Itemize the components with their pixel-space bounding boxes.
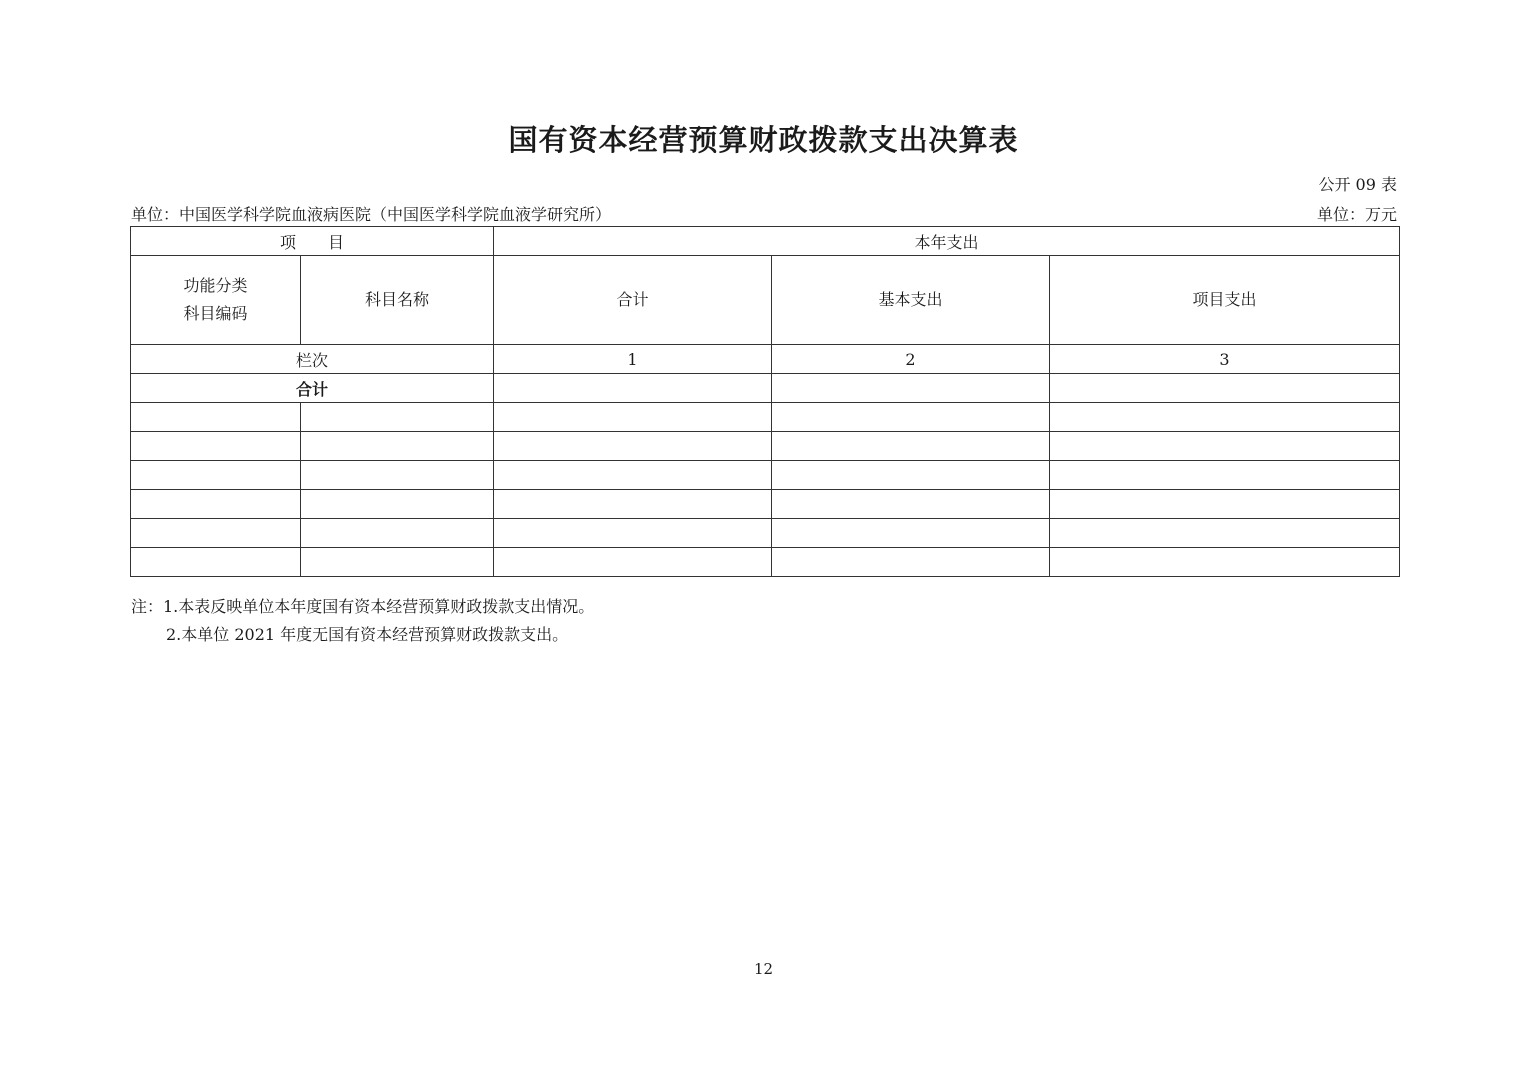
table-cell [772, 403, 1050, 432]
note-1: 注：1.本表反映单位本年度国有资本经营预算财政拨款支出情况。 [131, 597, 595, 616]
total-project-value [1050, 374, 1400, 403]
table-cell [772, 432, 1050, 461]
header-project-expense: 项目支出 [1050, 256, 1400, 345]
row-index-label: 栏次 [131, 345, 494, 374]
table-cell [131, 519, 301, 548]
table-row [131, 403, 1400, 432]
total-label: 合计 [131, 374, 494, 403]
table-cell [772, 461, 1050, 490]
table-cell [301, 490, 494, 519]
header-basic-expense: 基本支出 [772, 256, 1050, 345]
table-cell [494, 403, 772, 432]
header-function-code-line2: 科目编码 [183, 304, 248, 323]
header-function-code-line1: 功能分类 [183, 276, 248, 295]
table-cell [494, 461, 772, 490]
header-row-1 [131, 227, 1400, 256]
total-value [494, 374, 772, 403]
page-title: 国有资本经营预算财政拨款支出决算表 [508, 123, 1019, 157]
table-row [131, 490, 1400, 519]
table-cell [131, 548, 301, 577]
table-cell [494, 490, 772, 519]
table-cell [772, 519, 1050, 548]
table-cell [1050, 432, 1400, 461]
table-cell [301, 519, 494, 548]
table-cell [494, 432, 772, 461]
total-basic-value [772, 374, 1050, 403]
table-cell [301, 432, 494, 461]
header-row-2 [131, 256, 1400, 345]
header-current-year-expense: 本年支出 [494, 227, 1400, 256]
table-cell [1050, 461, 1400, 490]
table-cell [131, 432, 301, 461]
header-total: 合计 [494, 256, 772, 345]
table-cell [1050, 403, 1400, 432]
table-cell [301, 548, 494, 577]
header-function-code [131, 256, 301, 345]
table-cell [1050, 490, 1400, 519]
form-number: 公开 09 表 [1318, 175, 1397, 194]
total-row [131, 374, 1400, 403]
table-cell [131, 403, 301, 432]
unit-currency: 单位：万元 [1316, 205, 1397, 224]
table-row [131, 461, 1400, 490]
col-index-1: 1 [494, 345, 772, 374]
table-cell [131, 490, 301, 519]
table-cell [772, 490, 1050, 519]
col-index-3: 3 [1050, 345, 1400, 374]
table-row [131, 519, 1400, 548]
note-2: 2.本单位 2021 年度无国有资本经营预算财政拨款支出。 [166, 625, 569, 644]
column-index-row [131, 345, 1400, 374]
table-cell [131, 461, 301, 490]
table-cell [1050, 519, 1400, 548]
header-subject-name: 科目名称 [301, 256, 494, 345]
unit-organization: 单位：中国医学科学院血液病医院（中国医学科学院血液学研究所） [131, 205, 612, 224]
table-cell [301, 403, 494, 432]
table-cell [494, 519, 772, 548]
col-index-2: 2 [772, 345, 1050, 374]
table-row [131, 548, 1400, 577]
table-cell [1050, 548, 1400, 577]
page-number: 12 [753, 960, 774, 978]
table-cell [772, 548, 1050, 577]
expenditure-table [130, 226, 1400, 577]
table-cell [301, 461, 494, 490]
header-item: 项 目 [131, 227, 494, 256]
table-cell [494, 548, 772, 577]
table-row [131, 432, 1400, 461]
